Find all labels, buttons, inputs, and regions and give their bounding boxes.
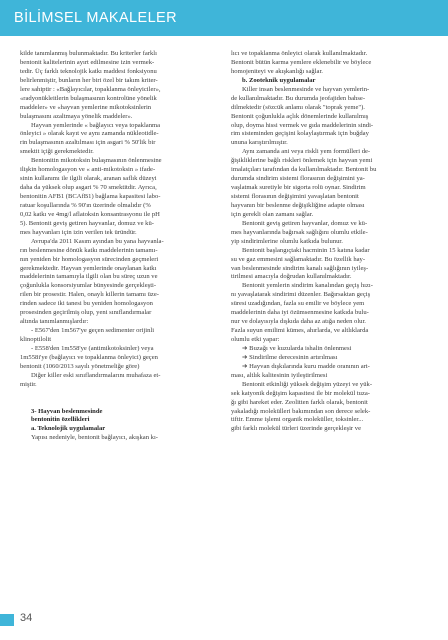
text-line: olumlu etki yapar: (231, 336, 280, 343)
text-line: rilen bir prosestir. Halen, onaylı killerin tamamı üze- (20, 291, 159, 299)
text-line: - E567'den 1m567'ye geçen sedimenter orijinli (31, 327, 155, 335)
text-line: sistemi florasının değişimini yavaşlatan bentonit (231, 193, 359, 200)
text-line: ğı gibi hareket eder. Zeolitten farklı olarak, bentonit (231, 398, 368, 406)
page-number-bar (0, 614, 14, 626)
text-line: Fazla suyun emilimi kümes, ahırlarda, ve altlıklarda (231, 327, 369, 335)
text-line: maddelerinin tamamıyla ilgili olan bu süreç uzun ve (20, 273, 158, 281)
text-line: kilde tanımlanmış bulunmaktadır. Bu kriterler farklı (20, 50, 157, 57)
section-heading-line: bentonitin özellikleri (31, 416, 90, 424)
text-line: rin bulaşmasının azaltılması için asgari % 50'lik bir (20, 139, 156, 147)
paragraph-gap (20, 390, 213, 399)
text-line: van beslenmesinde sindirim kanalı sağlığının iyileş- (231, 264, 369, 272)
text-line: rın beslenmesine dönük katkı maddelerinin tamamı- (20, 246, 158, 254)
text-line: de kullanılmaktadır. Bu durumda jeofajiden bahse- (231, 94, 366, 102)
text-line: süresi uzadığından, fazla su emilir ve böylece yem (231, 300, 365, 308)
text-line: Killer insan beslenmesinde ve hayvan yemlerin- (242, 85, 370, 93)
text-line: homojeniteyi ve akışkanlığı sağlar. (231, 67, 323, 75)
text-line: «radyonükleitlerin bulaşmasının kontrolüne yönelik (20, 94, 157, 102)
text-line: maddelerinin daha iyi özümsenmesine katkıda bulu- (231, 309, 369, 317)
text-line: Bentonit çoğunlukla açlık dönemlerinde kullanılmış (231, 112, 369, 120)
text-line: belirlenmiştir, bunların her biri özel bir takım kriter- (20, 76, 158, 84)
text-line: tirilmesi amacıyla doğrudan kullanılmaktadır. (231, 273, 352, 281)
section-heading-line: b. Zooteknik uygulamalar (242, 76, 316, 84)
text-line: gibi farklı molekül türleri üzerinde gerçekleşir ve (231, 425, 361, 433)
text-line: smektit içiği gerekmektedir. (20, 148, 94, 156)
text-line: Bentonit başlangıçtaki hacminin 15 katına kadar (242, 246, 370, 254)
text-line: imalatçıları tarafından da kullanılmaktadır. Bentonit bu (231, 166, 377, 174)
text-line: önleyici » olarak kayıt ve aynı zamanda nükleotidle- (20, 130, 159, 138)
text-line: yakaladığı molekülleri bakımından son derece selek- (231, 407, 371, 415)
text-line: ilişkin homologasyon ve « anti-mikotoksin » ifade- (20, 166, 156, 174)
page-number: 34 (20, 612, 33, 624)
text-line: 5). Bentonit geviş getiren hayvanlar, domuz ve kü- (20, 219, 154, 227)
text-line: daha da yüksek olup asgari % 70 smektitdir. Ayrıca, (20, 184, 157, 192)
text-line: Aynı zamanda ani veya riskli yem formülleri de- (242, 148, 371, 156)
text-line: ğişikliklerine bağlı riskleri önlemek için hayvan yemi (231, 157, 373, 165)
text-line: olup, doyma hissi vermek ve gıda maddelerinin sindi- (231, 121, 374, 129)
text-line: tiftir. Emme işlemi organik moleküller, toksinler... (231, 416, 364, 424)
text-line: Bentonit etkinliği yüksek değişim yüzeyi ve yük- (242, 380, 373, 388)
left-column (20, 50, 213, 443)
section-title: BİLİMSEL MAKALELER (14, 10, 178, 26)
text-line: 0,02 katkı ve 4mg/l aflatoksin konsantrasyonu ile pH (20, 210, 160, 218)
text-line: mes hayvanlarında bağırsak sağlığını olumlu etkile- (231, 228, 368, 236)
text-line: lıcı ve topaklanma önleyici olarak kullanılmaktadır. (231, 50, 368, 57)
section-heading-line: 3- Hayvan beslenmesinde (31, 407, 103, 415)
text-line: lere sahiptir : «Bağlayıcılar, topaklanma önleyiciler», (20, 85, 161, 93)
text-line: rim sisteminden geçişini kolaylaştırmak için buğday (231, 130, 369, 138)
text-line: nur ve dolayısıyla dışkıda daha az atığa neden olur. (231, 318, 366, 326)
text-line: durumda sindirim sistemi florasının değişimini ya- (231, 175, 365, 183)
text-line: Bentonit yemlerin sindirim kanalından geçiş hızı- (242, 282, 373, 290)
text-line: bentonitin AFB1 (BCAfB1) bağlama kapasitesi labo- (20, 193, 161, 200)
text-line: su ve gaz emmesini sağlamaktadır. Bu özellik hay- (231, 255, 366, 263)
text-line: maddeler» ve «hayvan yemlerine mikotoksinlerin (20, 103, 152, 111)
text-line: sinin kullanımı ile ilgili olarak, aranan saflık düzeyi (20, 175, 157, 183)
text-line: tedir. Üç farklı teknolojik katkı maddesi fonksiyonu (20, 67, 157, 75)
text-line: Diğer killer eski sınıflandırmalarını muhafaza et- (31, 371, 161, 379)
text-line: ratuar koşullarında % 90'ın üzerinde olmalıdır (% (20, 201, 151, 209)
text-line: sek katyonik değişim kapasitesi ile bir molekül tuza- (231, 389, 370, 397)
text-line: Yapısı nedeniyle, bentonit bağlayıcı, akışkan kı- (31, 434, 158, 442)
text-line: ması, altlık kalitesinin iyileştirilmesi (231, 371, 328, 379)
text-line: klinoptilolit (20, 336, 52, 343)
text-line: bentonit kalitelerinin ayırt edilmesine izin vermek- (20, 58, 155, 66)
text-line: - E558'den 1m558'ye (antimikotoksinler) veya (31, 344, 154, 352)
text-line: rinden sadece iki tanesi bu yeniden homologasyon (20, 300, 153, 308)
text-line: Avrupa'da 2011 Kasım ayından bu yana hayvanla- (31, 237, 164, 245)
text-line: ➔ Sindirilme derecesinin artırılması (242, 353, 338, 361)
paragraph-gap (20, 399, 213, 408)
text-line: mes hayvanları için izin verilen tek üründür. (20, 228, 137, 236)
text-line: Hayvan yemlerinde « bağlayıcı veya topaklanma (31, 121, 161, 129)
text-line: bulaşmasını azaltmaya yönelik maddeler». (20, 112, 133, 120)
text-line: Bentonitin mikotoksin bulaşmasının önlenmesine (31, 157, 162, 165)
text-line: yip sindirimlerine olumlu katkıda bulunur. (231, 237, 343, 245)
right-column (231, 50, 427, 434)
text-line: Bentonit bütün karma yemlere eklenebilir ve böylece (231, 58, 372, 66)
text-line: ununa karıştırılmıştır. (231, 139, 288, 147)
text-line: nın yeniden bir homologasyon sürecinden geçmeleri (20, 255, 159, 263)
text-line: 1m558i'ye (bağlayıcı ve topaklanma önleyici) geçen (20, 353, 158, 361)
text-line: ➔ Hayvan dışkılarında kuru madde oranının art- (242, 362, 370, 370)
text-line: bentonit (1060/2013 sayılı yönetmeliğe göre) (20, 362, 140, 370)
text-line: dilmektedir (sözcük anlamı olarak "toprak yeme"). (231, 103, 365, 111)
section-heading-line: a. Teknolojik uygulamalar (31, 425, 106, 433)
text-line: vaşlatmak suretiyle bir sigorta rolü oynar. Sindirim (231, 184, 366, 192)
text-line: çoğunlukla konsorsiyumlar bünyesinde gerçekleşti- (20, 282, 157, 290)
text-line: hayvanın bir beslenme değişikliğine adapte olması (231, 201, 365, 209)
text-line: miştir. (20, 380, 37, 388)
text-line: ➔ Buzağı ve kuzularda ishalin önlenmesi (242, 344, 352, 352)
text-line: Bentonit geviş getiren hayvanlar, domuz ve kü- (242, 219, 368, 227)
text-line: altında tanımlanmışlardır: (20, 318, 89, 326)
text-line: gerekmektedir. Hayvan yemlerinde onaylanan katkı (20, 264, 157, 272)
text-line: prosesinden geçirilmiş olup, yeni sınıflandırmalar (20, 309, 152, 317)
text-line: nı yavaşlatarak sindirimi düzenler. Bağırsaktan geçiş (231, 291, 371, 299)
text-line: için gerekli olan zamanı sağlar. (231, 210, 314, 218)
